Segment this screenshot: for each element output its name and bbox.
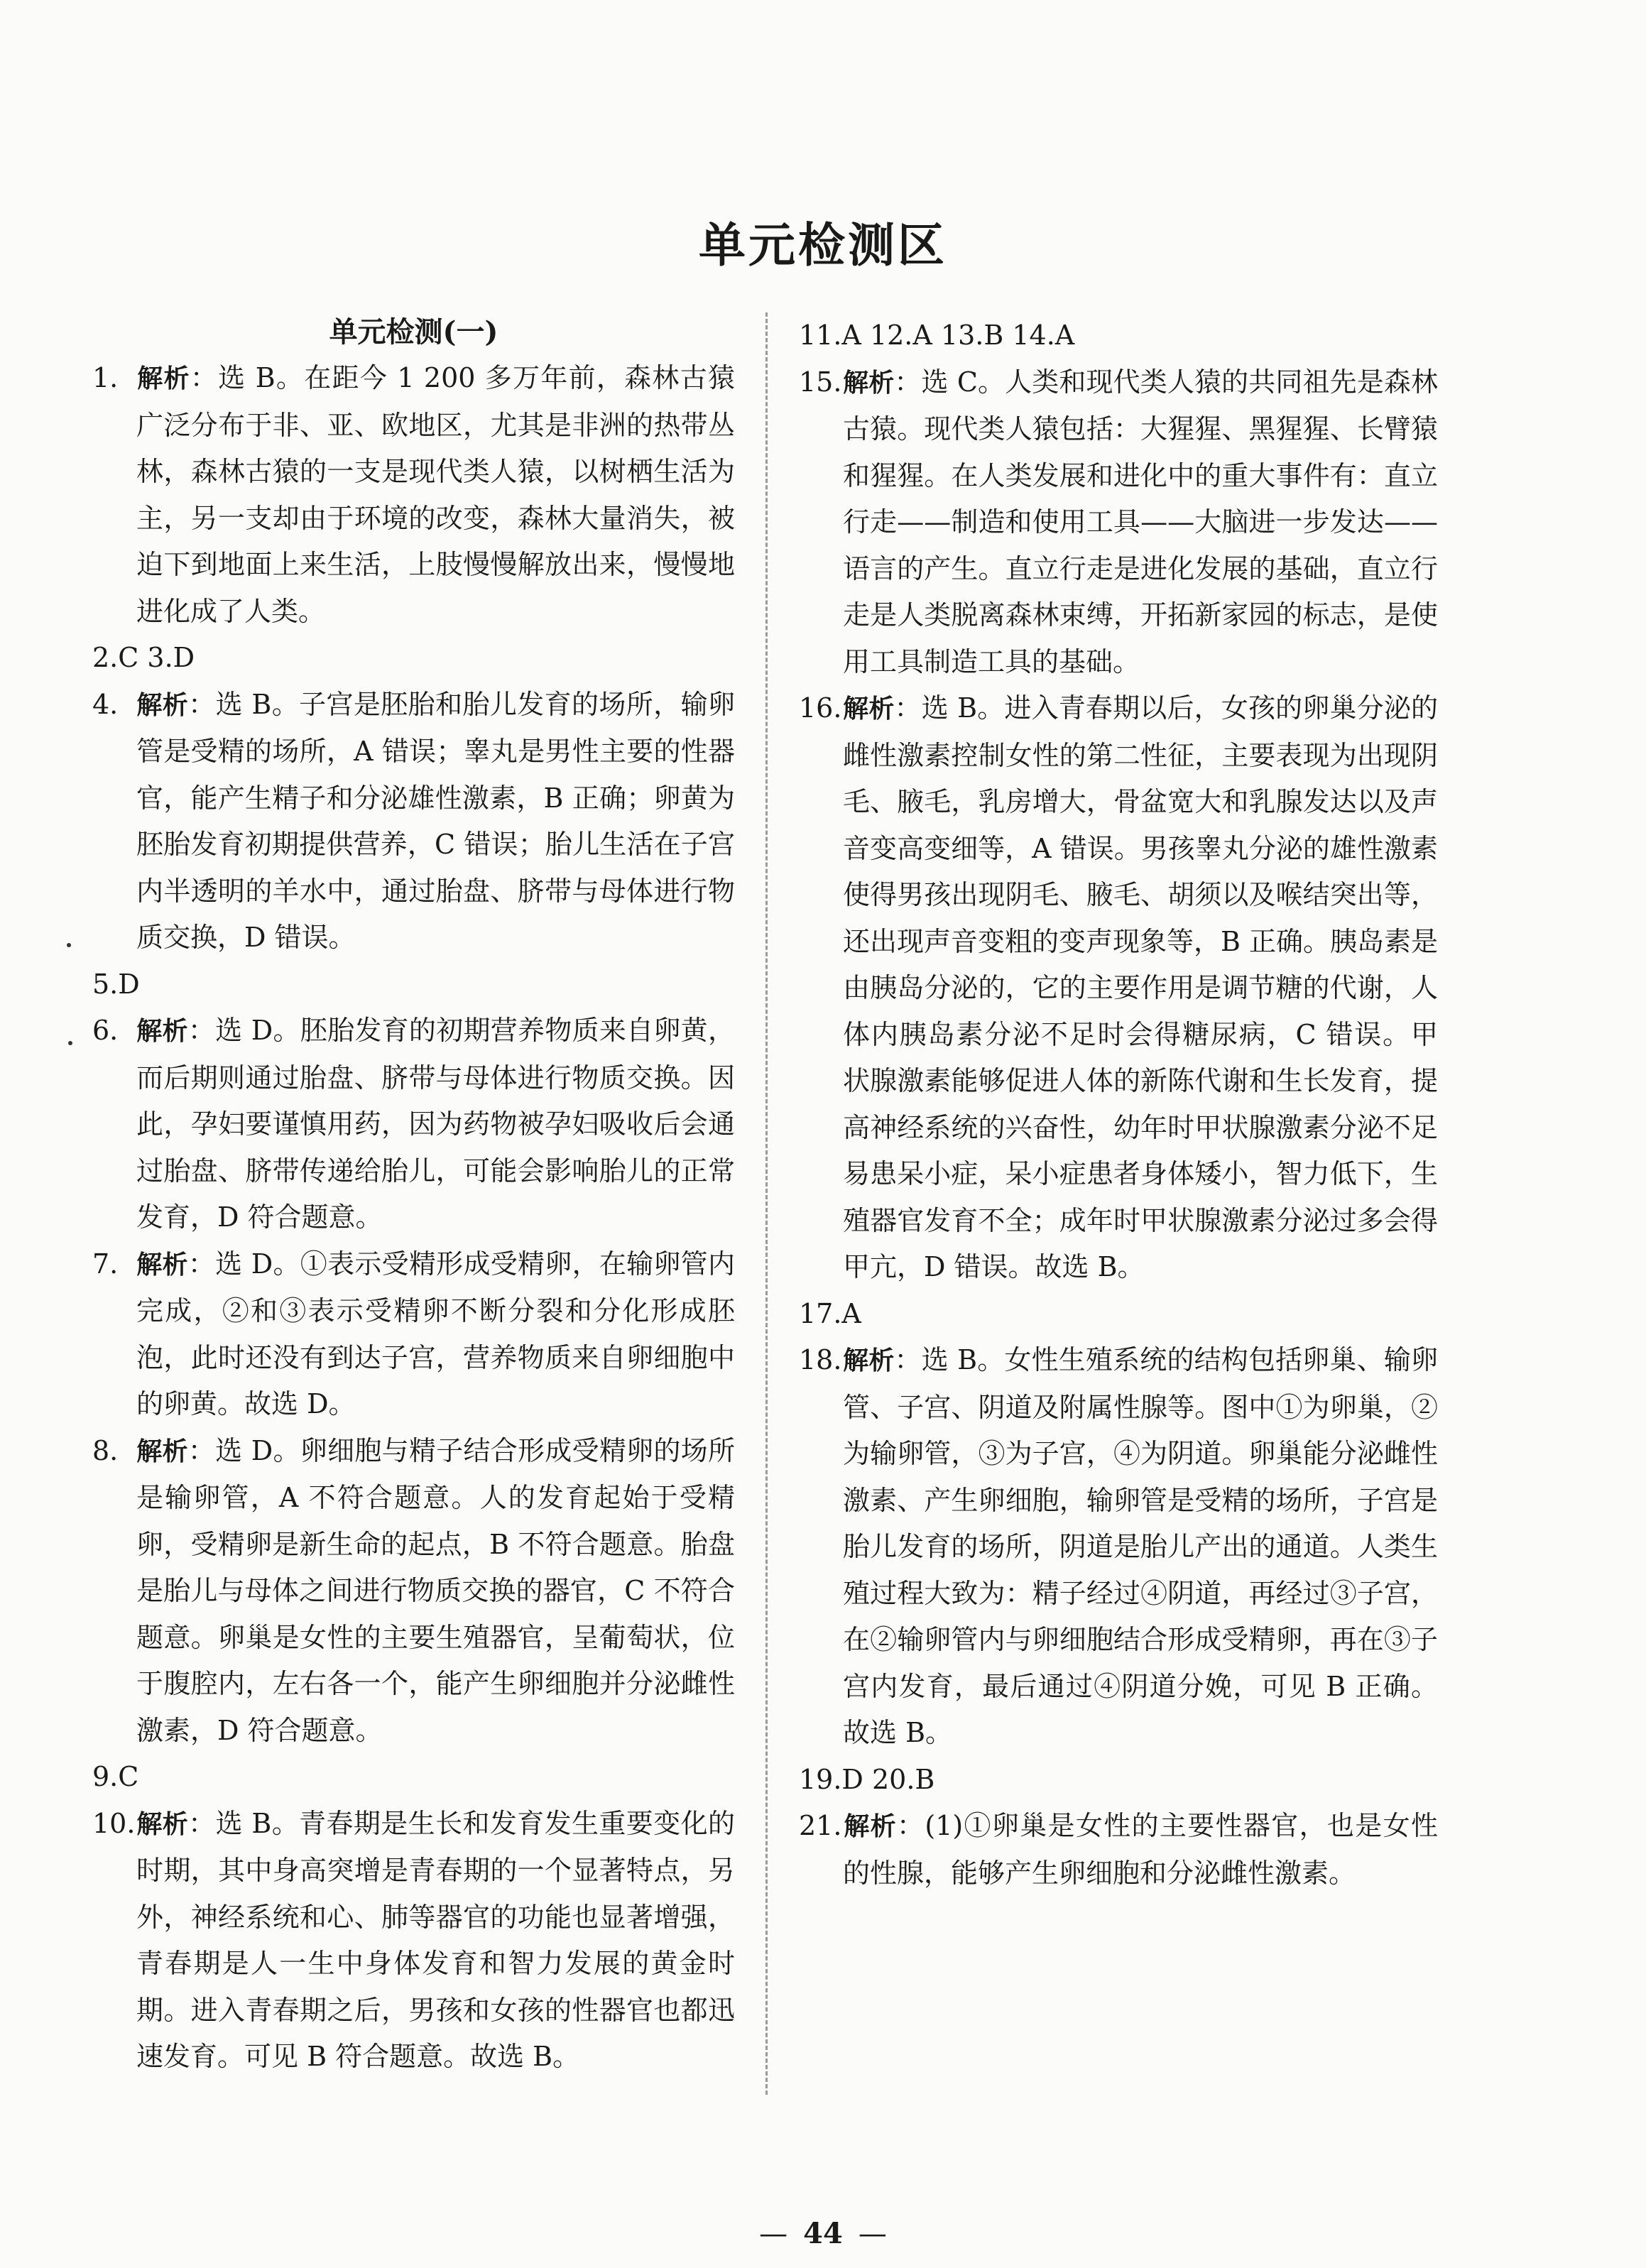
label-colon: ： xyxy=(190,362,219,393)
section-title: 单元检测(一) xyxy=(329,315,498,349)
answer-text: 9.C xyxy=(92,1761,139,1792)
answer-text: 11.A 12.A 13.B 14.A xyxy=(799,320,1075,351)
answer-item xyxy=(799,1337,1438,1757)
answer-text: 选 B。进入青春期以后，女孩的卵巢分泌的雌性激素控制女性的第二性征，主要表现为出现阴毛、腋毛，乳房增大，骨盆宽大和乳腺发达以及声音变高变细等，A 错误。男孩睾丸分泌的雄性激素使得男孩出现阴毛、腋毛、胡须以及喉结突出等，还出现声音变粗的变声现象等，B 正确。胰岛素是由胰岛分泌的，它的主要作用是调节糖的代谢，人体内胰岛素分泌不足时会得糖尿病，C 错误。甲状腺激素能够促进人体的新陈代谢和生长发育，提高神经系统的兴奋性，幼年时甲状腺激素分泌不足易患呆小症，呆小症患者身体矮小，智力低下，生殖器官发育不全；成年时甲状腺激素分泌过多会得甲亢，D 错误。故选 B。 xyxy=(843,692,1439,1282)
answer-text: 选 B。女性生殖系统的结构包括卵巢、输卵管、子宫、阴道及附属性腺等。图中①为卵巢，②为输卵管，③为子宫，④为阴道。卵巢能分泌雌性激素、产生卵细胞，输卵管是受精的场所，子宫是胎儿发育的场所，阴道是胎儿产出的通道。人类生殖过程大致为：精子经过④阴道，再经过③子宫，在②输卵管内与卵细胞结合形成受精卵，再在③子宫内发育，最后通过④阴道分娩，可见 B 正确。故选 B。 xyxy=(843,1344,1438,1748)
column-divider xyxy=(765,312,768,2095)
answer-item xyxy=(799,1803,1438,1897)
margin-dot xyxy=(67,943,71,947)
answer-text: 选 B。在距今 1 200 多万年前，森林古猿广泛分布于非、亚、欧地区，尤其是非洲的热带丛林，森林古猿的一支是现代类人猿，以树栖生活为主，另一支却由于环境的改变，森林大量消失，被迫下到地面上来生活，上肢慢慢解放出来，慢慢地进化成了人类。 xyxy=(136,362,735,627)
answer-item xyxy=(92,635,735,682)
label-colon: ： xyxy=(188,1807,216,1839)
answer-text: 选 C。人类和现代类人猿的共同祖先是森林古猿。现代类人猿包括：大猩猩、黑猩猩、长臂猿和猩猩。在人类发展和进化中的重大事件有：直立行走——制造和使用工具——大脑进一步发达——语言的产生。直立行走是进化发展的基础，直立行走是人类脱离森林束缚，开拓新家园的标志，是使用工具制造工具的基础。 xyxy=(843,366,1438,677)
left-answer-list xyxy=(92,355,735,2081)
answer-text: 选 B。青春期是生长和发育发生重要变化的时期，其中身高突增是青春期的一个显著特点，另外，神经系统和心、肺等器官的功能也显著增强，青春期是人一生中身体发育和智力发展的黄金时期。进入青春期之后，男孩和女孩的性器官也都迅速发育。可见 B 符合题意。故选 B。 xyxy=(136,1807,735,2072)
analysis-label: 解析 xyxy=(136,1436,188,1466)
answer-number: 7. xyxy=(92,1248,119,1280)
answer-item xyxy=(799,312,1438,359)
label-colon: ： xyxy=(894,366,922,398)
analysis-label: 解析 xyxy=(136,1017,188,1046)
answer-item xyxy=(92,1754,735,1801)
analysis-label: 解析 xyxy=(843,368,895,398)
answer-number: 6. xyxy=(92,1015,119,1046)
label-colon: ： xyxy=(187,1434,216,1466)
analysis-label: 解析 xyxy=(843,694,895,724)
answer-item xyxy=(92,355,735,635)
analysis-label: 解析 xyxy=(136,1250,188,1280)
answer-item xyxy=(92,961,735,1008)
margin-dot xyxy=(68,1041,72,1045)
answer-number: 15. xyxy=(799,366,842,398)
page-dash-left: — xyxy=(759,2218,788,2250)
answer-text: 5.D xyxy=(92,968,140,1000)
answer-text: 19.D 20.B xyxy=(799,1763,935,1795)
answer-number: 4. xyxy=(92,688,119,720)
right-column xyxy=(799,312,1438,1897)
label-colon: ： xyxy=(187,1248,216,1280)
label-colon: ： xyxy=(897,1810,925,1841)
answer-item xyxy=(92,1241,735,1428)
right-answer-list xyxy=(799,312,1438,1897)
answer-number: 1. xyxy=(92,362,119,393)
page-title: 单元检测区 xyxy=(699,217,947,273)
page-dash-right: — xyxy=(858,2218,887,2250)
answer-item xyxy=(799,1757,1438,1804)
analysis-label: 解析 xyxy=(843,1812,898,1841)
answer-text: 选 D。①表示受精形成受精卵，在输卵管内完成，②和③表示受精卵不断分裂和分化形成胚泡，此时还没有到达子宫，营养物质来自卵细胞中的卵黄。故选 D。 xyxy=(136,1248,735,1419)
label-colon: ： xyxy=(187,1015,216,1046)
answer-item xyxy=(799,1291,1438,1338)
answer-number: 21. xyxy=(799,1810,842,1841)
answer-text: (1)①卵巢是女性的主要性器官，也是女性的性腺，能够产生卵细胞和分泌雌性激素。 xyxy=(843,1810,1438,1889)
answer-number: 18. xyxy=(799,1344,842,1375)
left-column xyxy=(92,312,735,2081)
analysis-label: 解析 xyxy=(136,690,189,720)
analysis-label: 解析 xyxy=(136,1809,189,1839)
answer-text: 选 D。卵细胞与精子结合形成受精卵的场所是输卵管，A 不符合题意。人的发育起始于受精卵，受精卵是新生命的起点，B 不符合题意。胎盘是胎儿与母体之间进行物质交换的器官，C 不符合题意。卵巢是女性的主要生殖器官，呈葡萄状，位于腹腔内，左右各一个，能产生卵细胞并分泌雌性激素，D 符合题意。 xyxy=(136,1434,735,1746)
label-colon: ： xyxy=(894,692,922,724)
analysis-label: 解析 xyxy=(843,1346,895,1375)
answer-item xyxy=(799,685,1438,1291)
answer-item xyxy=(92,1801,735,2081)
answer-number: 16. xyxy=(799,692,842,724)
analysis-label: 解析 xyxy=(136,364,190,393)
label-colon: ： xyxy=(188,688,216,720)
answer-number: 10. xyxy=(92,1807,136,1839)
answer-item xyxy=(799,359,1438,686)
answer-item xyxy=(92,682,735,961)
page-number xyxy=(0,2217,1646,2250)
answer-text: 2.C 3.D xyxy=(92,642,195,673)
answer-number: 8. xyxy=(92,1434,119,1466)
answer-text: 选 B。子宫是胚胎和胎儿发育的场所，输卵管是受精的场所，A 错误；睾丸是男性主要的性器官，能产生精子和分泌雄性激素，B 正确；卵黄为胚胎发育初期提供营养，C 错误；胎儿生活在子宫内半透明的羊水中，通过胎盘、脐带与母体进行物质交换，D 错误。 xyxy=(136,688,735,953)
answer-item xyxy=(92,1008,735,1241)
label-colon: ： xyxy=(894,1344,922,1375)
answer-text: 选 D。胚胎发育的初期营养物质来自卵黄，而后期则通过胎盘、脐带与母体进行物质交换。因此，孕妇要谨慎用药，因为药物被孕妇吸收后会通过胎盘、脐带传递给胎儿，可能会影响胎儿的正常发育，D 符合题意。 xyxy=(136,1015,735,1233)
answer-text: 17.A xyxy=(799,1297,861,1329)
page-number-value: 44 xyxy=(803,2217,843,2250)
answer-item xyxy=(92,1428,735,1755)
